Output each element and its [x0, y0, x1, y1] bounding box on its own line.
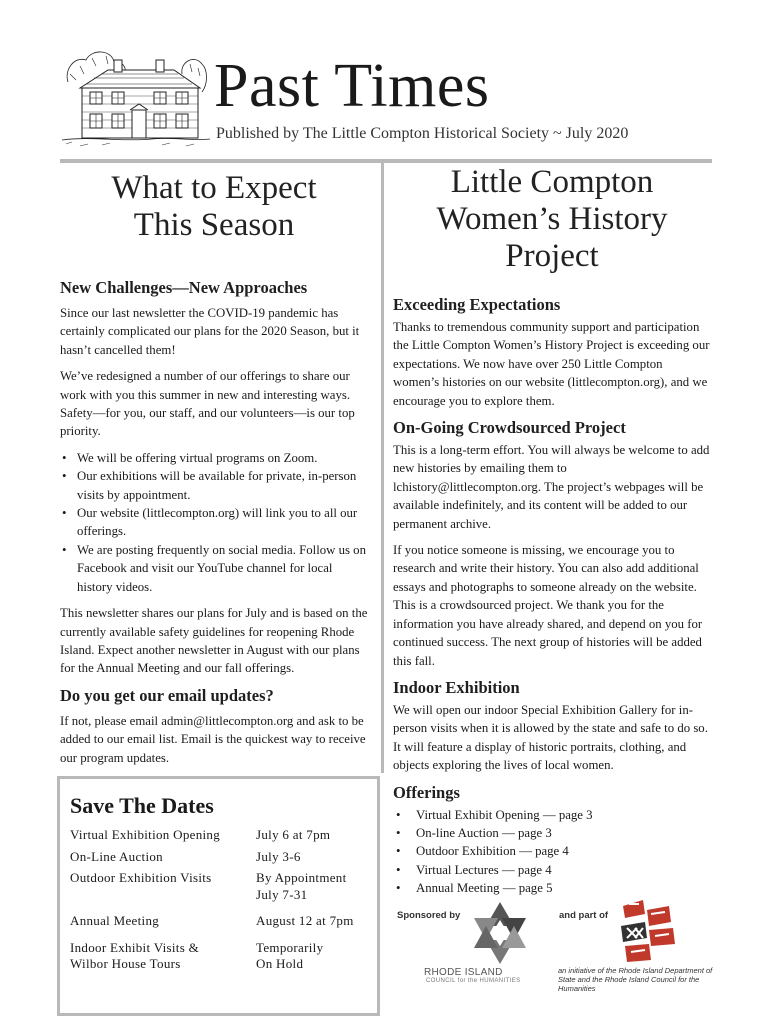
event-name: Outdoor Exhibition Visits: [70, 870, 212, 885]
event-date-line2: On Hold: [256, 956, 304, 971]
table-row: [70, 849, 369, 871]
event-date: July 3-6: [256, 848, 301, 864]
table-row: [70, 940, 369, 978]
paragraph: This newsletter shares our plans for July and is based on the currently available safety guidelines for reopening Rhode Island. Expect another newsletter in August with our plans for the Annual Meeting and our fall offerings.: [60, 606, 368, 676]
left-column-title: [60, 170, 368, 244]
event-name-line1: Indoor Exhibit Visits &: [70, 939, 200, 955]
list-item: • We are posting frequently on social media. Follow us on Facebook and visit our YouTube channel for local history videos.: [60, 541, 368, 596]
event-name-line2: Wilbor House Tours: [70, 956, 181, 971]
email-updates-heading: Do you get our email updates?: [60, 685, 274, 705]
list-item: • Outdoor Exhibition — page 4: [393, 842, 711, 860]
event-date: [256, 940, 369, 978]
initiative-note: an initiative of the Rhode Island Department of State and the Rhode Island Council for the Humanities: [558, 966, 713, 993]
paragraph: We’ve redesigned a number of our offerings to share our work with you this summer in new and interesting ways. Safety—for you, our staff, and our volunteers—is our top priority.: [60, 369, 355, 439]
event-date: July 6 at 7pm: [256, 827, 331, 842]
indoor-exhibition-heading: Indoor Exhibition: [393, 677, 520, 697]
ri-council-humanities-logo: [470, 900, 530, 966]
shall-not-be-denied-logo: [619, 898, 677, 964]
list-item: • Annual Meeting — page 5: [393, 879, 711, 897]
event-name: [70, 940, 256, 978]
list-item: • Virtual Exhibit Opening — page 3: [393, 806, 711, 824]
offerings-list: [393, 806, 711, 898]
table-row: [70, 913, 369, 940]
list-item: • Our website (littlecompton.org) will link you to all our offerings.: [60, 504, 368, 541]
event-date: August 12 at 7pm: [256, 913, 354, 928]
column-divider: [381, 163, 384, 773]
paragraph: This is a long-term effort. You will always be welcome to add new histories by emailing them to lchistory@littlecompton.org. The project’s webpages will be available indefinitely, and its content will be added to our permanent archive.: [393, 443, 710, 531]
list-item: • On-line Auction — page 3: [393, 824, 711, 842]
historic-house-illustration: [62, 44, 210, 150]
right-title-line2: Women’s History: [436, 201, 668, 237]
ri-council-name: RHODE ISLAND: [424, 967, 503, 978]
right-column: [393, 164, 711, 898]
dates-table: [70, 827, 369, 978]
event-date-line1: Temporarily: [256, 939, 324, 955]
ri-council-subtitle: COUNCIL for the HUMANITIES: [426, 978, 521, 984]
sponsored-by-label: Sponsored by: [397, 910, 461, 921]
offerings-heading: Offerings: [393, 782, 460, 802]
newsletter-title: Past Times: [214, 52, 490, 120]
paragraph: If you notice someone is missing, we encourage you to research and write their history. You can also add additional essays and photographs to someone already on the website. This is a crowdsourced project. We thank you for the information you have already shared, and depend on you for continued success. The next group of histories will be added this fall.: [393, 543, 703, 668]
save-the-dates-box: [57, 776, 380, 1016]
event-name: Annual Meeting: [70, 913, 160, 928]
exceeding-expectations-heading: Exceeding Expectations: [393, 295, 561, 314]
save-the-dates-title: Save The Dates: [70, 793, 214, 818]
left-column: [60, 166, 368, 775]
paragraph: We will open our indoor Special Exhibition Gallery for in-person visits when it is allowed by the state and safe to do so. It will feature a display of historic portraits, clothing, and objects exploring the lives of local women.: [393, 702, 708, 773]
crowdsourced-heading: On-Going Crowdsourced Project: [393, 418, 626, 438]
paragraph: If not, please email admin@littlecompton.org and ask to be added to our email list. Email is the quickest way to receive our program updates.: [60, 713, 366, 765]
publication-line: Published by The Little Compton Historical Society ~ July 2020: [216, 125, 629, 142]
event-date-line2: July 7-31: [256, 886, 308, 902]
table-row: [70, 827, 369, 849]
right-title-line3: Project: [505, 238, 599, 274]
list-item: • Virtual Lectures — page 4: [393, 861, 711, 879]
event-name: On-Line Auction: [70, 848, 163, 864]
list-item: • Our exhibitions will be available for private, in-person visits by appointment.: [60, 467, 368, 504]
event-name: Virtual Exhibition Opening: [70, 827, 220, 842]
event-date-line1: By Appointment: [256, 870, 347, 885]
new-challenges-heading: New Challenges—New Approaches: [60, 278, 308, 297]
part-of-label: and part of: [559, 910, 609, 921]
paragraph: Since our last newsletter the COVID-19 pandemic has certainly complicated our plans for the 2020 Season, but it hasn’t cancelled them!: [60, 306, 360, 357]
paragraph: Thanks to tremendous community support and participation the Little Compton Women’s History Project is exceeding our expectations. We now have over 250 Little Compton women’s histories on our website (littlecompton.org), and we encourage you to explore them.: [393, 320, 710, 408]
list-item: • We will be offering virtual programs on Zoom.: [60, 449, 368, 467]
left-title-line1: What to Expect: [111, 170, 317, 206]
left-title-line2: This Season: [133, 207, 295, 243]
event-date: [256, 870, 369, 913]
right-title-line1: Little Compton: [450, 164, 654, 200]
table-row: [70, 870, 369, 913]
right-column-title: [393, 164, 711, 275]
header-divider: [60, 159, 712, 163]
offerings-bullet-list: [60, 449, 368, 596]
